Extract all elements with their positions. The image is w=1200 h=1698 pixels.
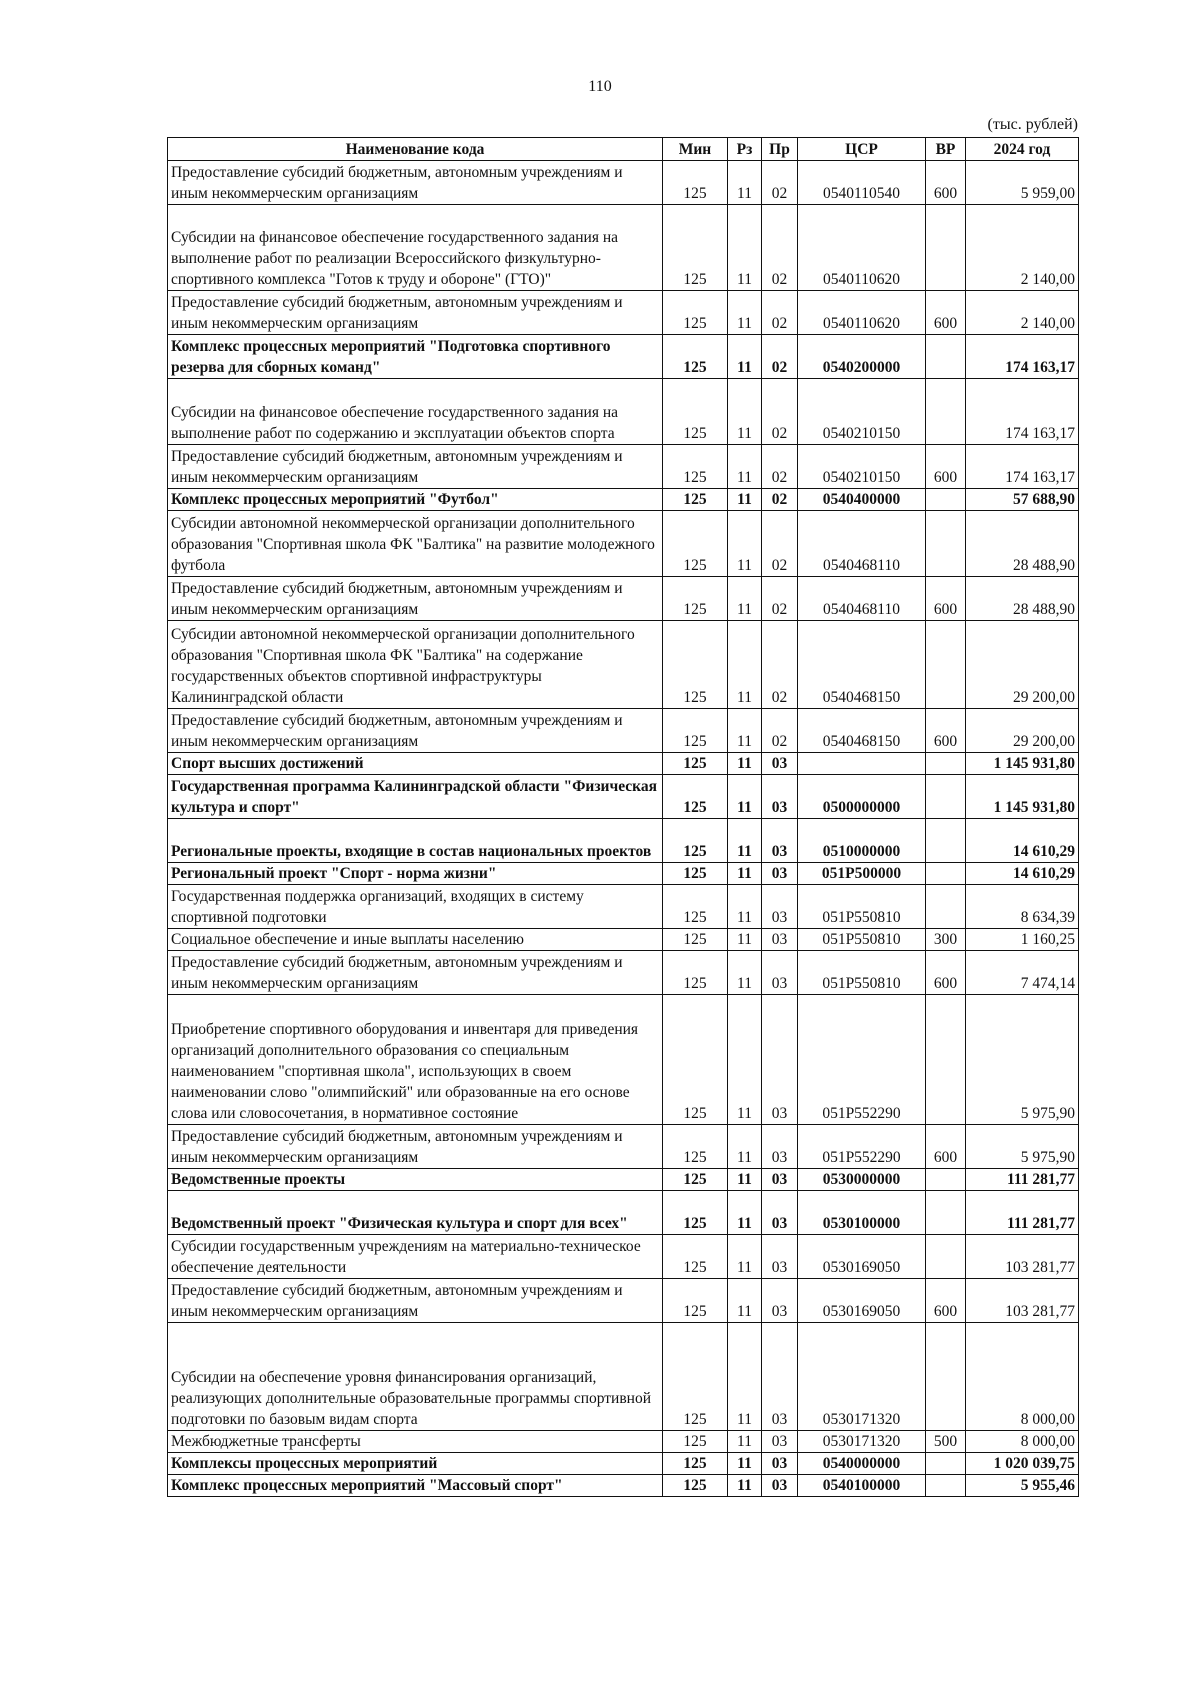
row-pr-cell: 02: [762, 161, 798, 205]
row-pr-cell: 03: [762, 951, 798, 995]
row-name-cell: Комплексы процессных мероприятий: [168, 1453, 663, 1475]
row-name-cell: Предоставление субсидий бюджетным, автономным учреждениям и иным некоммерческим организациям: [168, 1279, 663, 1323]
table-row: [168, 709, 1079, 753]
table-row: [168, 205, 1079, 291]
row-csr-cell: 051P500000: [798, 863, 926, 885]
row-min-cell: 125: [663, 1191, 728, 1235]
row-rz-cell: 11: [728, 775, 762, 819]
table-row: [168, 995, 1079, 1125]
row-csr-cell: 0530169050: [798, 1235, 926, 1279]
row-min-cell: 125: [663, 885, 728, 929]
row-rz-cell: 11: [728, 621, 762, 709]
row-name-cell: Субсидии на обеспечение уровня финансирования организаций, реализующих дополнительные образовательные программы спортивной подготовки по базовым видам спорта: [168, 1323, 663, 1431]
column-header-pr: Пр: [762, 138, 798, 161]
row-pr-cell: 02: [762, 445, 798, 489]
row-pr-cell: 03: [762, 1235, 798, 1279]
row-amount-cell: 29 200,00: [966, 709, 1079, 753]
row-pr-cell: 03: [762, 1191, 798, 1235]
table-row: [168, 1169, 1079, 1191]
row-min-cell: 125: [663, 1125, 728, 1169]
row-amount-cell: 29 200,00: [966, 621, 1079, 709]
row-min-cell: 125: [663, 819, 728, 863]
row-rz-cell: 11: [728, 753, 762, 775]
row-vr-cell: [926, 1323, 966, 1431]
row-name-cell: Ведомственный проект "Физическая культура и спорт для всех": [168, 1191, 663, 1235]
row-vr-cell: [926, 863, 966, 885]
table-row: [168, 1125, 1079, 1169]
row-pr-cell: 03: [762, 1453, 798, 1475]
row-vr-cell: [926, 489, 966, 511]
row-vr-cell: [926, 1453, 966, 1475]
column-header-year: 2024 год: [966, 138, 1079, 161]
row-name-cell: Субсидии автономной некоммерческой организации дополнительного образования "Спортивная школа ФК "Балтика" на развитие молодежного футбола: [168, 511, 663, 577]
row-csr-cell: 051P552290: [798, 1125, 926, 1169]
row-csr-cell: 0540110540: [798, 161, 926, 205]
table-row: [168, 951, 1079, 995]
row-amount-cell: 103 281,77: [966, 1235, 1079, 1279]
row-name-cell: Региональные проекты, входящие в состав национальных проектов: [168, 819, 663, 863]
row-vr-cell: [926, 335, 966, 379]
table-row: [168, 1191, 1079, 1235]
row-rz-cell: 11: [728, 577, 762, 621]
row-rz-cell: 11: [728, 1323, 762, 1431]
row-amount-cell: 5 975,90: [966, 995, 1079, 1125]
row-name-cell: Субсидии на финансовое обеспечение государственного задания на выполнение работ по реализации Всероссийского физкультурно-спортивного комплекса "Готов к труду и обороне" (ГТО)": [168, 205, 663, 291]
row-rz-cell: 11: [728, 205, 762, 291]
row-pr-cell: 03: [762, 775, 798, 819]
row-rz-cell: 11: [728, 1431, 762, 1453]
row-csr-cell: 0540468110: [798, 511, 926, 577]
row-pr-cell: 03: [762, 1323, 798, 1431]
row-csr-cell: 0540468150: [798, 621, 926, 709]
row-min-cell: 125: [663, 1431, 728, 1453]
row-vr-cell: [926, 819, 966, 863]
row-vr-cell: [926, 885, 966, 929]
row-rz-cell: 11: [728, 379, 762, 445]
units-label: (тыс. рублей): [987, 116, 1078, 133]
row-vr-cell: 600: [926, 577, 966, 621]
row-amount-cell: 28 488,90: [966, 577, 1079, 621]
row-amount-cell: 14 610,29: [966, 863, 1079, 885]
row-rz-cell: 11: [728, 291, 762, 335]
column-header-csr: ЦСР: [798, 138, 926, 161]
row-amount-cell: 7 474,14: [966, 951, 1079, 995]
row-vr-cell: 500: [926, 1431, 966, 1453]
row-rz-cell: 11: [728, 709, 762, 753]
row-pr-cell: 03: [762, 929, 798, 951]
row-vr-cell: [926, 753, 966, 775]
page-number: 110: [588, 78, 612, 95]
row-rz-cell: 11: [728, 1235, 762, 1279]
row-amount-cell: 2 140,00: [966, 291, 1079, 335]
table-row: [168, 511, 1079, 577]
row-csr-cell: 0530100000: [798, 1191, 926, 1235]
row-name-cell: Предоставление субсидий бюджетным, автономным учреждениям и иным некоммерческим организациям: [168, 445, 663, 489]
row-rz-cell: 11: [728, 489, 762, 511]
row-pr-cell: 02: [762, 379, 798, 445]
table-row: [168, 929, 1079, 951]
row-name-cell: Комплекс процессных мероприятий "Футбол": [168, 489, 663, 511]
row-vr-cell: [926, 379, 966, 445]
column-header-name: Наименование кода: [168, 138, 663, 161]
row-vr-cell: 600: [926, 1279, 966, 1323]
row-vr-cell: [926, 775, 966, 819]
row-name-cell: Субсидии государственным учреждениям на материально-техническое обеспечение деятельности: [168, 1235, 663, 1279]
row-min-cell: 125: [663, 929, 728, 951]
row-rz-cell: 11: [728, 1453, 762, 1475]
row-csr-cell: 0540468150: [798, 709, 926, 753]
row-amount-cell: 14 610,29: [966, 819, 1079, 863]
row-min-cell: 125: [663, 205, 728, 291]
budget-table: [167, 137, 1079, 1497]
row-csr-cell: 051P550810: [798, 951, 926, 995]
row-rz-cell: 11: [728, 445, 762, 489]
table-row: [168, 1431, 1079, 1453]
row-min-cell: 125: [663, 1169, 728, 1191]
table-row: [168, 379, 1079, 445]
row-pr-cell: 02: [762, 709, 798, 753]
row-csr-cell: 0530171320: [798, 1431, 926, 1453]
table-row: [168, 863, 1079, 885]
row-name-cell: Предоставление субсидий бюджетным, автономным учреждениям и иным некоммерческим организациям: [168, 709, 663, 753]
row-pr-cell: 03: [762, 863, 798, 885]
row-min-cell: 125: [663, 995, 728, 1125]
table-row: [168, 1235, 1079, 1279]
row-amount-cell: 5 955,46: [966, 1475, 1079, 1497]
row-min-cell: 125: [663, 489, 728, 511]
row-pr-cell: 02: [762, 291, 798, 335]
row-min-cell: 125: [663, 1323, 728, 1431]
table-row: [168, 291, 1079, 335]
row-min-cell: 125: [663, 951, 728, 995]
row-csr-cell: 0530169050: [798, 1279, 926, 1323]
row-pr-cell: 03: [762, 1169, 798, 1191]
row-csr-cell: 0500000000: [798, 775, 926, 819]
row-amount-cell: 111 281,77: [966, 1169, 1079, 1191]
row-amount-cell: 8 000,00: [966, 1323, 1079, 1431]
row-vr-cell: [926, 1475, 966, 1497]
row-amount-cell: 5 959,00: [966, 161, 1079, 205]
row-min-cell: 125: [663, 445, 728, 489]
table-row: [168, 819, 1079, 863]
row-amount-cell: 174 163,17: [966, 445, 1079, 489]
row-vr-cell: [926, 995, 966, 1125]
row-vr-cell: 600: [926, 161, 966, 205]
row-name-cell: Региональный проект "Спорт - норма жизни": [168, 863, 663, 885]
row-pr-cell: 03: [762, 753, 798, 775]
row-name-cell: Субсидии автономной некоммерческой организации дополнительного образования "Спортивная школа ФК "Балтика" на содержание государственных объектов спортивной инфраструктуры Калининградской области: [168, 621, 663, 709]
row-rz-cell: 11: [728, 335, 762, 379]
row-pr-cell: 02: [762, 489, 798, 511]
row-rz-cell: 11: [728, 1279, 762, 1323]
row-csr-cell: 0540468110: [798, 577, 926, 621]
row-vr-cell: 600: [926, 709, 966, 753]
row-csr-cell: 0530000000: [798, 1169, 926, 1191]
row-rz-cell: 11: [728, 995, 762, 1125]
row-rz-cell: 11: [728, 161, 762, 205]
row-min-cell: 125: [663, 1279, 728, 1323]
table-row: [168, 885, 1079, 929]
row-csr-cell: 0540110620: [798, 291, 926, 335]
row-csr-cell: 051P550810: [798, 929, 926, 951]
row-vr-cell: [926, 1169, 966, 1191]
row-min-cell: 125: [663, 379, 728, 445]
table-row: [168, 335, 1079, 379]
row-csr-cell: 0540210150: [798, 379, 926, 445]
row-min-cell: 125: [663, 1235, 728, 1279]
row-csr-cell: 0540200000: [798, 335, 926, 379]
row-csr-cell: 0510000000: [798, 819, 926, 863]
row-name-cell: Спорт высших достижений: [168, 753, 663, 775]
row-amount-cell: 8 000,00: [966, 1431, 1079, 1453]
row-name-cell: Государственная программа Калининградской области "Физическая культура и спорт": [168, 775, 663, 819]
row-amount-cell: 5 975,90: [966, 1125, 1079, 1169]
row-vr-cell: 600: [926, 291, 966, 335]
row-rz-cell: 11: [728, 1125, 762, 1169]
table-row: [168, 1453, 1079, 1475]
table-row: [168, 1323, 1079, 1431]
row-pr-cell: 02: [762, 621, 798, 709]
table-row: [168, 753, 1079, 775]
row-pr-cell: 03: [762, 819, 798, 863]
row-csr-cell: 0540210150: [798, 445, 926, 489]
row-vr-cell: 300: [926, 929, 966, 951]
row-name-cell: Ведомственные проекты: [168, 1169, 663, 1191]
row-csr-cell: [798, 753, 926, 775]
row-vr-cell: [926, 205, 966, 291]
row-pr-cell: 02: [762, 205, 798, 291]
row-name-cell: Социальное обеспечение и иные выплаты населению: [168, 929, 663, 951]
row-min-cell: 125: [663, 511, 728, 577]
row-vr-cell: 600: [926, 951, 966, 995]
row-csr-cell: 051P550810: [798, 885, 926, 929]
row-name-cell: Предоставление субсидий бюджетным, автономным учреждениям и иным некоммерческим организациям: [168, 161, 663, 205]
row-amount-cell: 174 163,17: [966, 335, 1079, 379]
row-csr-cell: 051P552290: [798, 995, 926, 1125]
row-name-cell: Субсидии на финансовое обеспечение государственного задания на выполнение работ по содержанию и эксплуатации объектов спорта: [168, 379, 663, 445]
row-name-cell: Предоставление субсидий бюджетным, автономным учреждениям и иным некоммерческим организациям: [168, 577, 663, 621]
row-amount-cell: 1 160,25: [966, 929, 1079, 951]
row-pr-cell: 03: [762, 885, 798, 929]
row-amount-cell: 1 020 039,75: [966, 1453, 1079, 1475]
row-name-cell: Предоставление субсидий бюджетным, автономным учреждениям и иным некоммерческим организациям: [168, 951, 663, 995]
row-vr-cell: [926, 621, 966, 709]
row-amount-cell: 111 281,77: [966, 1191, 1079, 1235]
column-header-vr: ВР: [926, 138, 966, 161]
row-min-cell: 125: [663, 1453, 728, 1475]
row-name-cell: Приобретение спортивного оборудования и инвентаря для приведения организаций дополнительного образования со специальным наименованием "спортивная школа", использующих в своем наименовании слово "олимпийский" или образованные на его основе слова или словосочетания, в нормативное состояние: [168, 995, 663, 1125]
row-amount-cell: 174 163,17: [966, 379, 1079, 445]
row-csr-cell: 0530171320: [798, 1323, 926, 1431]
table-header-row: [168, 138, 1079, 161]
row-pr-cell: 03: [762, 1125, 798, 1169]
row-amount-cell: 8 634,39: [966, 885, 1079, 929]
row-pr-cell: 02: [762, 335, 798, 379]
table-row: [168, 775, 1079, 819]
row-min-cell: 125: [663, 291, 728, 335]
row-rz-cell: 11: [728, 511, 762, 577]
row-name-cell: Предоставление субсидий бюджетным, автономным учреждениям и иным некоммерческим организациям: [168, 1125, 663, 1169]
row-amount-cell: 2 140,00: [966, 205, 1079, 291]
row-csr-cell: 0540000000: [798, 1453, 926, 1475]
row-amount-cell: 1 145 931,80: [966, 753, 1079, 775]
table-row: [168, 1279, 1079, 1323]
row-amount-cell: 1 145 931,80: [966, 775, 1079, 819]
row-min-cell: 125: [663, 775, 728, 819]
row-vr-cell: 600: [926, 1125, 966, 1169]
row-amount-cell: 103 281,77: [966, 1279, 1079, 1323]
row-min-cell: 125: [663, 577, 728, 621]
row-min-cell: 125: [663, 753, 728, 775]
table-row: [168, 577, 1079, 621]
row-rz-cell: 11: [728, 951, 762, 995]
row-rz-cell: 11: [728, 1191, 762, 1235]
row-min-cell: 125: [663, 335, 728, 379]
row-pr-cell: 03: [762, 995, 798, 1125]
row-rz-cell: 11: [728, 1169, 762, 1191]
row-min-cell: 125: [663, 863, 728, 885]
row-name-cell: Комплекс процессных мероприятий "Массовый спорт": [168, 1475, 663, 1497]
table-body: [168, 161, 1079, 1497]
row-amount-cell: 57 688,90: [966, 489, 1079, 511]
row-name-cell: Комплекс процессных мероприятий "Подготовка спортивного резерва для сборных команд": [168, 335, 663, 379]
row-min-cell: 125: [663, 1475, 728, 1497]
row-csr-cell: 0540100000: [798, 1475, 926, 1497]
table-row: [168, 161, 1079, 205]
row-name-cell: Государственная поддержка организаций, входящих в систему спортивной подготовки: [168, 885, 663, 929]
row-pr-cell: 03: [762, 1431, 798, 1453]
row-amount-cell: 28 488,90: [966, 511, 1079, 577]
table-row: [168, 621, 1079, 709]
row-pr-cell: 03: [762, 1279, 798, 1323]
row-min-cell: 125: [663, 621, 728, 709]
row-rz-cell: 11: [728, 863, 762, 885]
column-header-rz: Рз: [728, 138, 762, 161]
row-rz-cell: 11: [728, 1475, 762, 1497]
row-name-cell: Предоставление субсидий бюджетным, автономным учреждениям и иным некоммерческим организациям: [168, 291, 663, 335]
table-row: [168, 445, 1079, 489]
column-header-min: Мин: [663, 138, 728, 161]
row-rz-cell: 11: [728, 885, 762, 929]
row-vr-cell: [926, 1191, 966, 1235]
row-min-cell: 125: [663, 161, 728, 205]
row-rz-cell: 11: [728, 929, 762, 951]
row-pr-cell: 02: [762, 511, 798, 577]
row-pr-cell: 02: [762, 577, 798, 621]
row-vr-cell: [926, 1235, 966, 1279]
row-rz-cell: 11: [728, 819, 762, 863]
row-vr-cell: 600: [926, 445, 966, 489]
row-vr-cell: [926, 511, 966, 577]
row-csr-cell: 0540400000: [798, 489, 926, 511]
table-row: [168, 1475, 1079, 1497]
row-name-cell: Межбюджетные трансферты: [168, 1431, 663, 1453]
table-row: [168, 489, 1079, 511]
row-csr-cell: 0540110620: [798, 205, 926, 291]
row-pr-cell: 03: [762, 1475, 798, 1497]
row-min-cell: 125: [663, 709, 728, 753]
